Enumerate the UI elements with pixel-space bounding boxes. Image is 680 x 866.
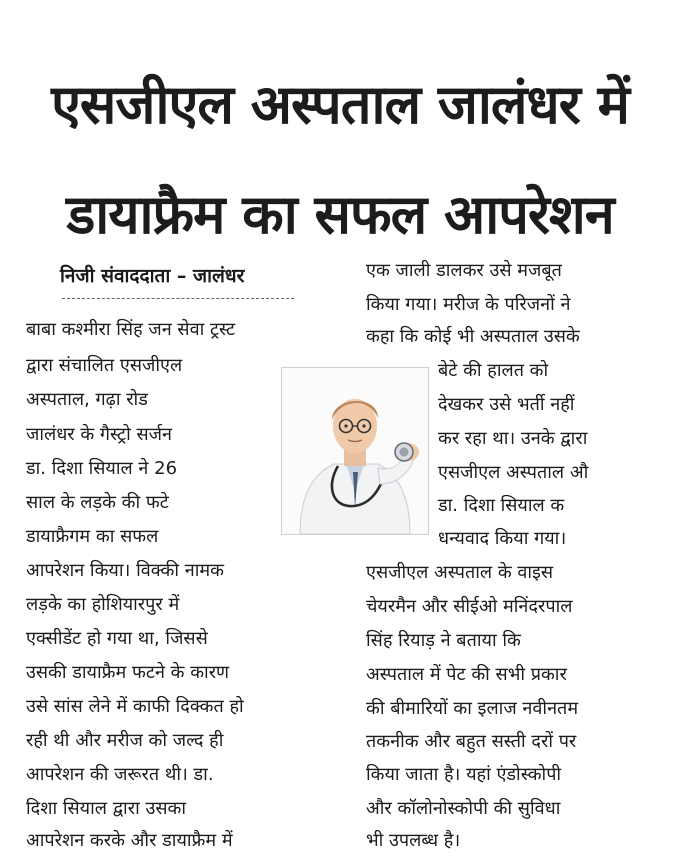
body-line: एसजीएल अस्पताल के वाइस bbox=[366, 562, 554, 583]
body-line: अस्पताल में पेट की सभी प्रकार bbox=[366, 664, 567, 685]
byline: निजी संवाददाता – जालंधर bbox=[60, 265, 245, 287]
body-line: साल के लड़के की फटे bbox=[26, 492, 169, 513]
body-line: और कॉलोनोस्कोपी की सुविधा bbox=[366, 798, 561, 819]
body-line: किया गया। मरीज के परिजनों ने bbox=[366, 294, 571, 315]
body-line: दिशा सियाल द्वारा उसका bbox=[26, 798, 186, 819]
body-line: आपरेशन करके और डायाफ्रैम में bbox=[26, 830, 233, 851]
body-line: लड़के का होशियारपुर में bbox=[26, 594, 180, 615]
body-line: एक्सीडेंट हो गया था, जिससे bbox=[26, 628, 208, 649]
body-line: तकनीक और बहुत सस्ती दरों पर bbox=[366, 731, 577, 752]
body-line: आपरेशन किया। विक्की नामक bbox=[26, 560, 224, 581]
body-line: डायाफ्रैगम का सफल bbox=[26, 526, 159, 547]
body-line: भी उपलब्ध है। bbox=[366, 830, 461, 851]
body-line: डा. दिशा सियाल क bbox=[438, 495, 565, 516]
body-line: अस्पताल, गढ़ा रोड bbox=[26, 389, 148, 410]
body-line: धन्यवाद किया गया। bbox=[438, 528, 567, 549]
body-line: आपरेशन की जरूरत थी। डा. bbox=[26, 764, 214, 785]
body-line: देखकर उसे भर्ती नहीं bbox=[438, 394, 575, 415]
headline-line-2: डायाफ्रैम का सफल आपरेशन bbox=[66, 183, 614, 247]
body-line: चेयरमैन और सीईओ मनिंदरपाल bbox=[366, 596, 573, 617]
body-line: उसकी डायाफ्रैम फटने के कारण bbox=[26, 662, 230, 683]
byline-divider bbox=[62, 298, 294, 299]
body-line: एसजीएल अस्पताल औ bbox=[438, 462, 589, 483]
doctor-with-stethoscope-icon bbox=[282, 368, 428, 534]
body-line: जालंधर के गैस्ट्रो सर्जन bbox=[26, 424, 173, 445]
body-line: बाबा कश्मीरा सिंह जन सेवा ट्रस्ट bbox=[26, 319, 236, 340]
body-line: सिंह रियाड़ ने बताया कि bbox=[366, 630, 521, 651]
body-line: किया जाता है। यहां एंडोस्कोपी bbox=[366, 764, 562, 785]
headline-line-1: एसजीएल अस्पताल जालंधर में bbox=[51, 73, 629, 137]
body-line: कर रहा था। उनके द्वारा bbox=[438, 428, 588, 449]
body-line: द्वारा संचालित एसजीएल bbox=[26, 355, 183, 376]
body-line: रही थी और मरीज को जल्द ही bbox=[26, 730, 224, 751]
body-line: की बीमारियों का इलाज नवीनतम bbox=[366, 698, 579, 719]
doctor-photo bbox=[281, 367, 429, 535]
body-line: डा. दिशा सियाल ने 26 bbox=[26, 458, 178, 479]
body-line: कहा कि कोई भी अस्पताल उसके bbox=[366, 326, 580, 347]
body-line: उसे सांस लेने में काफी दिक्कत हो bbox=[26, 696, 244, 717]
body-line: बेटे की हालत को bbox=[438, 360, 549, 381]
body-line: एक जाली डालकर उसे मजबूत bbox=[366, 260, 562, 281]
